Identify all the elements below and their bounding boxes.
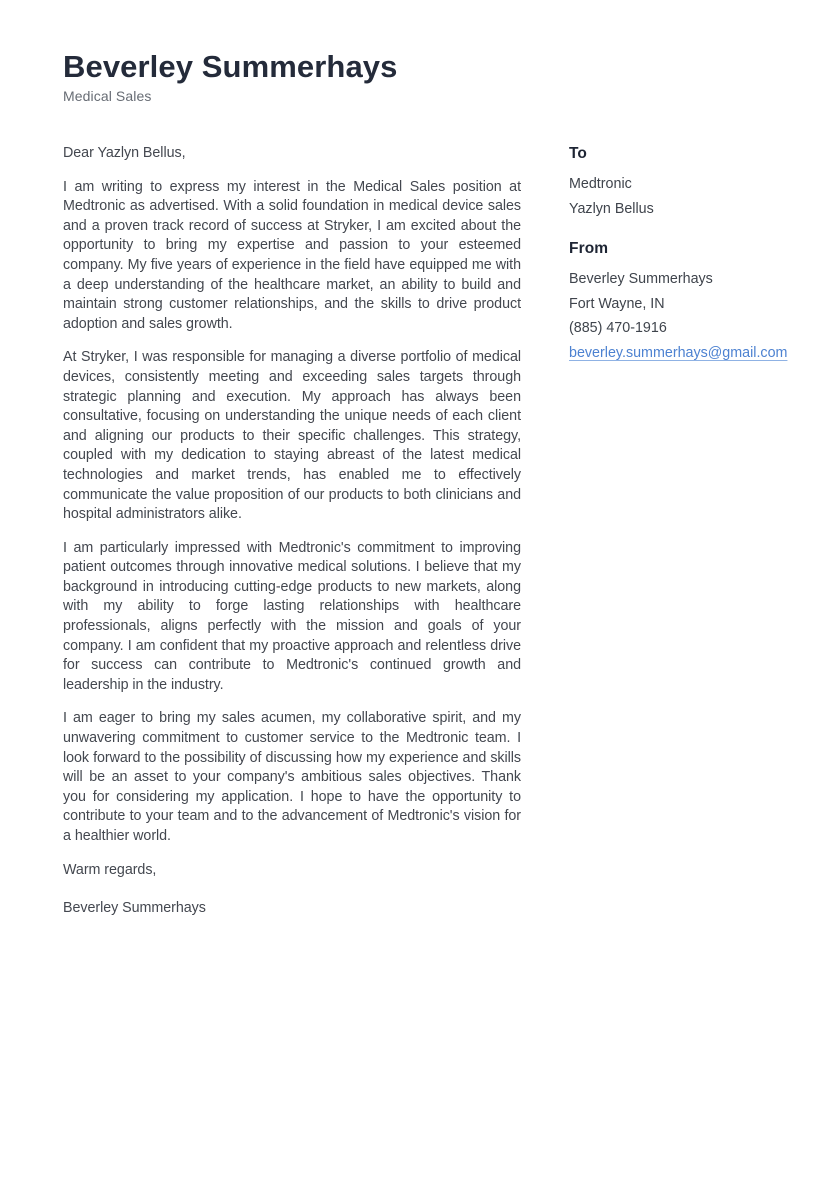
letter-signature: Beverley Summerhays — [63, 900, 206, 917]
sender-location: Fort Wayne, IN — [569, 295, 665, 312]
letter-header — [63, 50, 784, 104]
letter-paragraph-3: I am particularly impressed with Medtronic's commitment to improving patient outcomes through innovative medical solutions. I believe that my background in introducing cutting-edge products to new markets, along with my ability to forge lasting relationships with healthcare professionals, aligns perfectly with the mission and goals of your company. I am confident that my proactive approach and relentless drive for success can contribute to Medtronic's continued growth and leadership in the industry. — [63, 539, 521, 693]
candidate-name: Beverley Summerhays — [63, 49, 398, 84]
letter-paragraph-4: I am eager to bring my sales acumen, my collaborative spirit, and my unwavering commitment to customer service to the Medtronic team. I look forward to the possibility of discussing how my experience and skills will be an asset to your company's ambitious sales objectives. Thank you for considering my application. I hope to have the opportunity to contribute to your team and to the advancement of Medtronic's vision for a healthier world. — [63, 710, 521, 844]
candidate-role: Medical Sales — [63, 88, 152, 105]
from-heading: From — [569, 240, 609, 258]
recipient-company: Medtronic — [569, 176, 632, 192]
to-heading: To — [569, 145, 587, 162]
to-section — [569, 145, 799, 221]
letter-paragraph-2: At Stryker, I was responsible for managing a diverse portfolio of medical devices, consistently meeting and exceeding sales targets through strategic planning and execution. My approach has always been consultative, focusing on understanding the unique needs of each client and aligning our products to their specific challenges. This strategy, coupled with my dedication to staying abreast of the latest medical technologies and market trends, has enabled me to effectively communicate the value proposition of our products to both clinicians and hospital administrators alike. — [63, 349, 521, 523]
recipient-name: Yazlyn Bellus — [569, 200, 654, 217]
letter-body — [63, 144, 521, 919]
sender-name: Beverley Summerhays — [569, 271, 713, 288]
sender-email-link[interactable]: beverley.summerhays@gmail.com — [569, 344, 788, 361]
contact-sidebar — [569, 144, 799, 366]
letter-greeting: Dear Yazlyn Bellus, — [63, 145, 186, 161]
from-section — [569, 240, 799, 365]
letter-paragraph-1: I am writing to express my interest in the Medical Sales position at Medtronic as advertised. With a solid foundation in medical device sales and a proven track record of success at Stryker, I am excited about the opportunity to bring my expertise and passion to your esteemed company. My five years of experience in the field have equipped me with a deep understanding of the healthcare market, an ability to build and maintain strong customer relationships, and the skills to drive product adoption and sales growth. — [63, 178, 521, 332]
letter-closing: Warm regards, — [63, 861, 157, 878]
sender-phone: (885) 470-1916 — [569, 320, 667, 337]
letter-content — [63, 144, 833, 919]
